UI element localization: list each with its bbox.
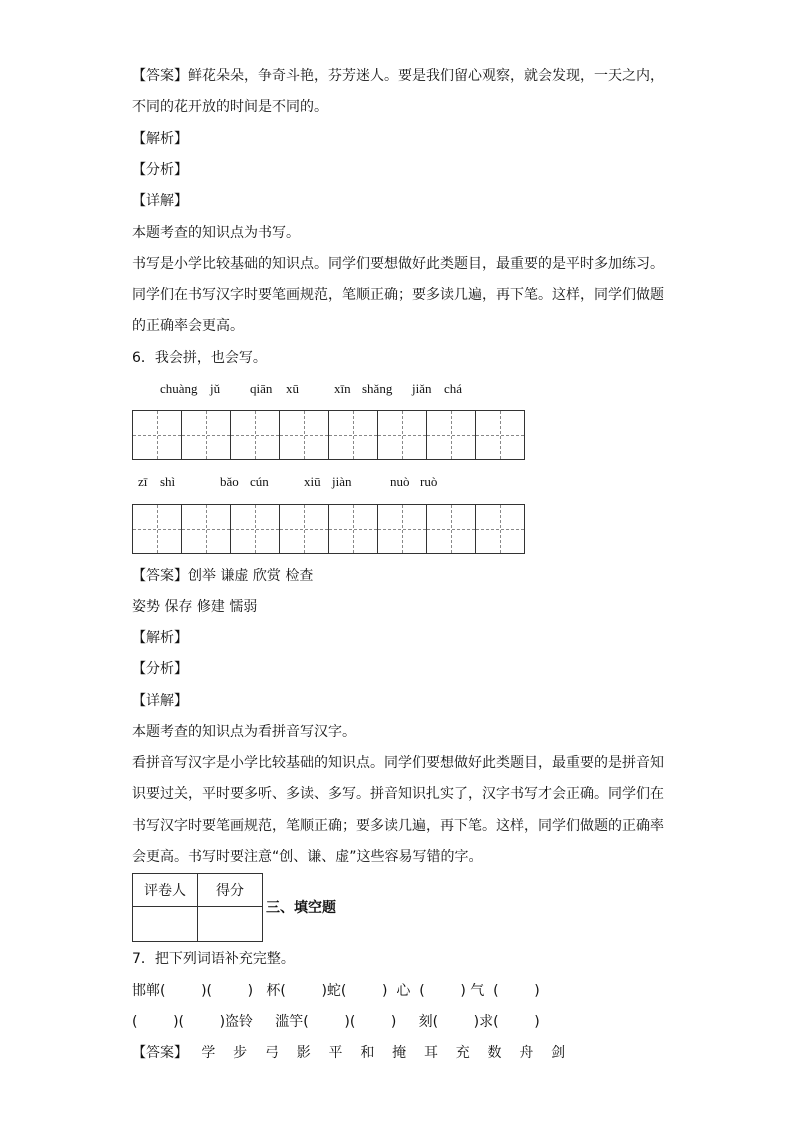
- writing-grid-row-2: [132, 504, 525, 553]
- pinyin: qiān: [250, 381, 273, 396]
- pinyin: nuò: [390, 474, 410, 489]
- label-fenxi: 【分析】: [132, 661, 188, 677]
- line-answer5-a: 【答案】鲜花朵朵，争奇斗艳，芬芳迷人。要是我们留心观察，就会发现，一天之内，: [132, 68, 664, 84]
- section-title: 三、填空题: [266, 900, 336, 916]
- tian-cell[interactable]: [475, 410, 525, 460]
- detail-line: 书写汉字时要笔画规范，笔顺正确；要多读几遍，再下笔。这样，同学们做题的正确率: [132, 818, 664, 834]
- line-answer6-a: 【答案】创举 谦虚 欣赏 检查: [132, 568, 314, 584]
- line-answer6-b: 姿势 保存 修建 懦弱: [132, 599, 258, 615]
- pinyin: shǎng: [362, 381, 393, 396]
- pinyin: chuàng: [160, 381, 198, 396]
- label-jiexi: 【解析】: [132, 630, 188, 646]
- pinyin: jǔ: [210, 381, 221, 396]
- tian-cell[interactable]: [328, 504, 377, 554]
- tian-cell[interactable]: [279, 410, 328, 460]
- detail-line: 本题考查的知识点为看拼音写汉字。: [132, 724, 356, 740]
- detail-line: 的正确率会更高。: [132, 318, 244, 334]
- tian-cell[interactable]: [132, 504, 181, 554]
- pinyin: xū: [286, 381, 299, 396]
- question-6: 6．我会拼，也会写。: [132, 350, 267, 366]
- question-7: 7．把下列词语补充完整。: [132, 951, 295, 967]
- label-xiangjie: 【详解】: [132, 193, 188, 209]
- question-7-line-a: 邯郸( )( ) 杯( )蛇( ) 心 ( ) 气 ( ): [132, 983, 540, 999]
- line-answer7: 【答案】 学 步 弓 影 平 和 掩 耳 充 数 舟 剑: [132, 1045, 566, 1061]
- pinyin: zī: [138, 474, 148, 489]
- pinyin: jiǎn: [412, 381, 432, 396]
- label-jiexi: 【解析】: [132, 131, 188, 147]
- tian-cell[interactable]: [377, 410, 426, 460]
- detail-line: 看拼音写汉字是小学比较基础的知识点。同学们要想做好此类题目，最重要的是拼音知: [132, 755, 664, 771]
- tian-cell[interactable]: [181, 504, 230, 554]
- label-xiangjie: 【详解】: [132, 693, 188, 709]
- detail-line: 同学们在书写汉字时要笔画规范，笔顺正确；要多读几遍，再下笔。这样，同学们做题: [132, 287, 664, 303]
- tian-cell[interactable]: [132, 410, 181, 460]
- pinyin: xīn: [334, 381, 351, 396]
- question-7-line-b: ( )( )盗铃 滥竽( )( ) 刻( )求( ): [132, 1014, 540, 1030]
- score-table-reviewer-cell[interactable]: [133, 907, 198, 942]
- tian-cell[interactable]: [426, 410, 475, 460]
- detail-line: 书写是小学比较基础的知识点。同学们要想做好此类题目，最重要的是平时多加练习。: [132, 256, 664, 272]
- tian-cell[interactable]: [377, 504, 426, 554]
- pinyin: xiū: [304, 474, 321, 489]
- pinyin: bǎo: [220, 474, 239, 489]
- pinyin: ruò: [420, 474, 438, 489]
- tian-cell[interactable]: [230, 410, 279, 460]
- pinyin: jiàn: [332, 474, 352, 489]
- pinyin: chá: [444, 381, 463, 396]
- tian-cell[interactable]: [279, 504, 328, 554]
- tian-cell[interactable]: [230, 504, 279, 554]
- label-fenxi: 【分析】: [132, 162, 188, 178]
- writing-grid-row-1: [132, 410, 525, 459]
- pinyin: shì: [160, 474, 176, 489]
- detail-line: 识要过关，平时要多听、多读、多写。拼音知识扎实了，汉字书写才会正确。同学们在: [132, 786, 664, 802]
- score-table-score: 得分: [198, 874, 263, 907]
- score-table-reviewer: 评卷人: [133, 874, 198, 907]
- detail-line: 会更高。书写时要注意“创、谦、虚”这些容易写错的字。: [132, 849, 483, 865]
- detail-line: 本题考查的知识点为书写。: [132, 225, 300, 241]
- pinyin: cún: [250, 474, 269, 489]
- tian-cell[interactable]: [181, 410, 230, 460]
- tian-cell[interactable]: [426, 504, 475, 554]
- score-table-score-cell[interactable]: [198, 907, 263, 942]
- score-table: [132, 873, 263, 942]
- tian-cell[interactable]: [328, 410, 377, 460]
- tian-cell[interactable]: [475, 504, 525, 554]
- line-answer5-b: 不同的花开放的时间是不同的。: [132, 99, 328, 115]
